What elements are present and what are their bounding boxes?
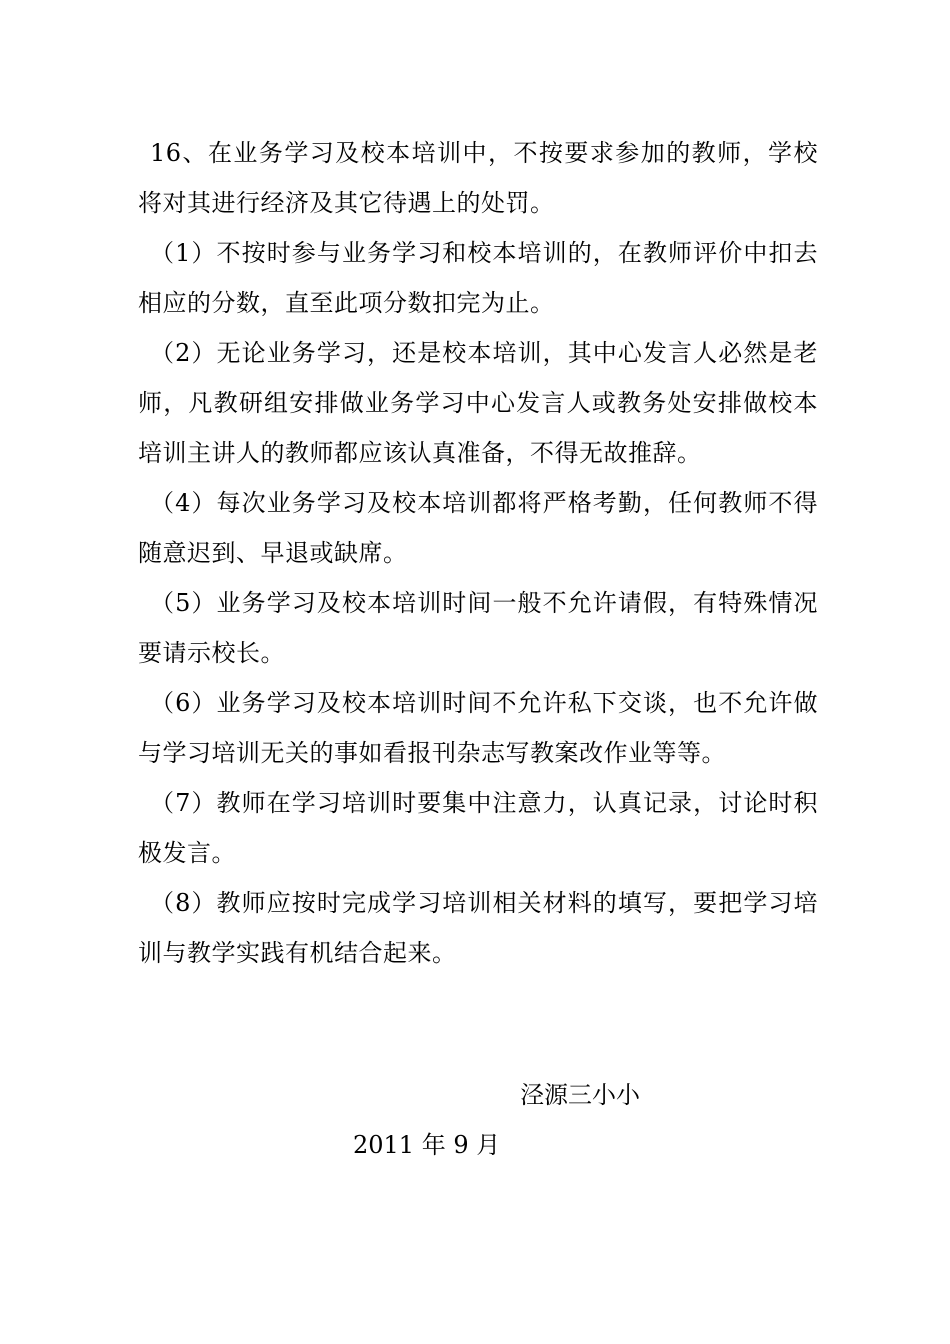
paragraph-item-4: （4）每次业务学习及校本培训都将严格考勤，任何教师不得随意迟到、早退或缺席。 (138, 489, 818, 567)
paragraph-item-7: （7）教师在学习培训时要集中注意力，认真记录，讨论时积极发言。 (138, 789, 818, 867)
document-body (138, 128, 818, 978)
paragraph-item-2: （2）无论业务学习，还是校本培训，其中心发言人必然是老师，凡教研组安排做业务学习中心发言人或教务处安排做校本培训主讲人的教师都应该认真准备，不得无故推辞。 (138, 339, 818, 467)
paragraph-item-1: （1）不按时参与业务学习和校本培训的，在教师评价中扣去相应的分数，直至此项分数扣完为止。 (138, 239, 818, 317)
paragraph-item-8: （8）教师应按时完成学习培训相关材料的填写，要把学习培训与教学实践有机结合起来。 (138, 889, 818, 967)
paragraph-item-6: （6）业务学习及校本培训时间不允许私下交谈，也不允许做与学习培训无关的事如看报刊杂志写教案改作业等等。 (138, 689, 818, 767)
paragraph-item-5: （5）业务学习及校本培训时间一般不允许请假，有特殊情况要请示校长。 (138, 589, 818, 667)
document-date: 2011 年 9 月 (353, 1131, 501, 1159)
paragraph-rule-16: 16、在业务学习及校本培训中，不按要求参加的教师，学校将对其进行经济及其它待遇上的处罚。 (138, 139, 818, 217)
signature-school-name: 泾源三小小 (520, 1081, 640, 1109)
